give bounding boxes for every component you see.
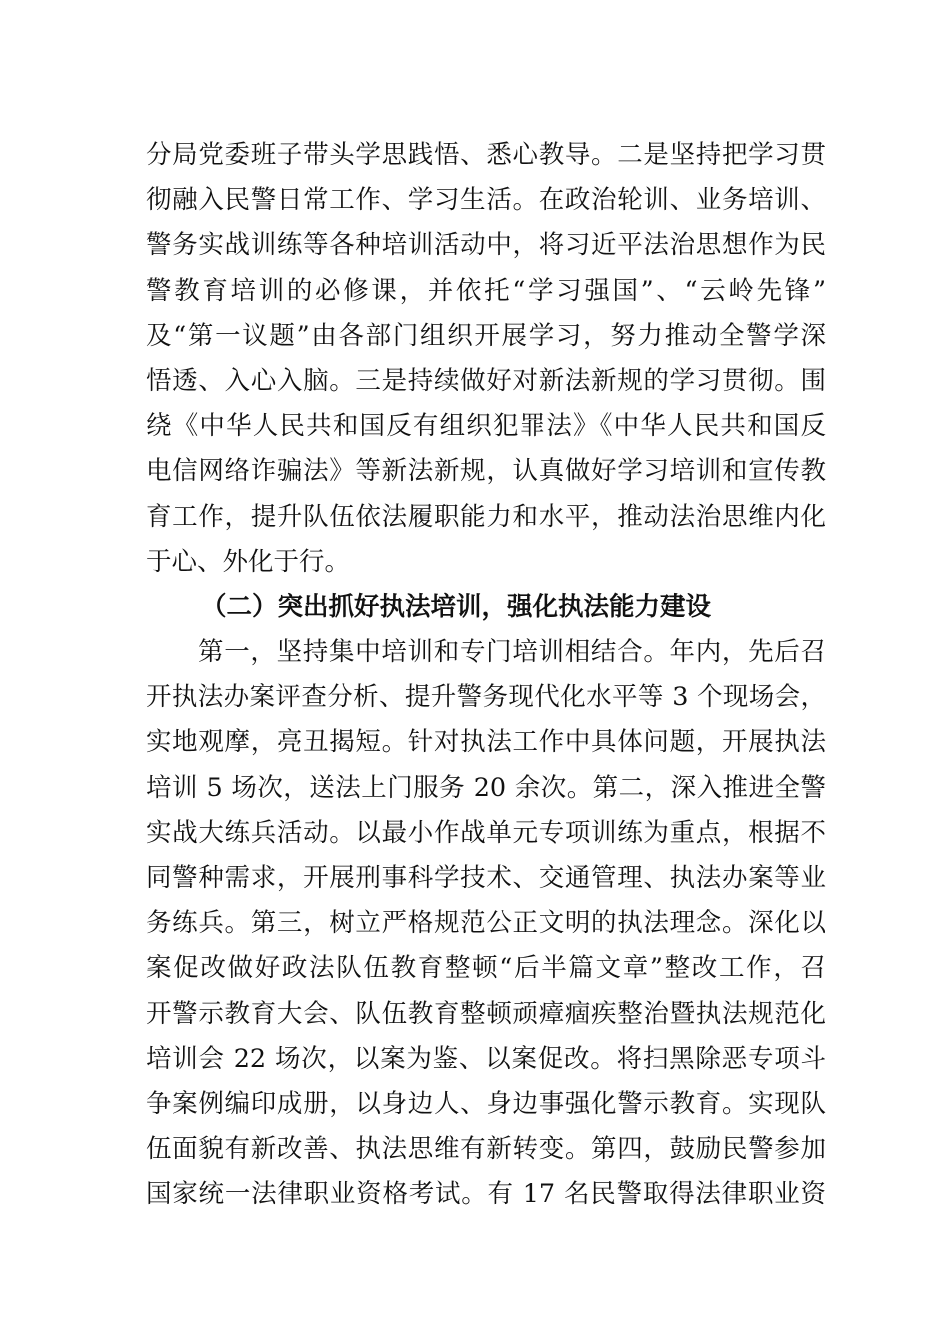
text-line: 务练兵。第三，树立严格规范公正文明的执法理念。深化以 [146, 908, 826, 939]
text-line: 培训 5 场次，送法上门服务 20 余次。第二，深入推进全警 [146, 772, 826, 803]
text-line: 伍面貌有新改善、执法思维有新转变。第四，鼓励民警参加 [146, 1134, 826, 1165]
section-heading: （二）突出抓好执法培训，强化执法能力建设 [201, 591, 712, 622]
text-line: 电信网络诈骗法》等新法新规，认真做好学习培训和宣传教 [146, 456, 826, 487]
text-line: 绕《中华人民共和国反有组织犯罪法》《中华人民共和国反 [146, 411, 826, 442]
text-line: 同警种需求，开展刑事科学技术、交通管理、执法办案等业 [146, 863, 826, 893]
text-line: 及“第一议题”由各部门组织开展学习，努力推动全警学深 [146, 320, 826, 351]
document-body [146, 133, 826, 1218]
text-line: 培训会 22 场次，以案为鉴、以案促改。将扫黑除恶专项斗 [146, 1043, 826, 1074]
text-line: 国家统一法律职业资格考试。有 17 名民警取得法律职业资 [146, 1179, 826, 1210]
text-line: 警务实战训练等各种培训活动中，将习近平法治思想作为民 [146, 230, 826, 261]
text-line: 警教育培训的必修课，并依托“学习强国”、“云岭先锋” [146, 275, 826, 306]
text-line: 开警示教育大会、队伍教育整顿顽瘴痼疾整治暨执法规范化 [146, 998, 826, 1029]
paragraph-study-implementation [146, 133, 826, 585]
text-line: 开执法办案评查分析、提升警务现代化水平等 3 个现场会， [146, 682, 826, 713]
text-line: 案促改做好政法队伍教育整顿“后半篇文章”整改工作，召 [146, 953, 826, 984]
text-line: 于心、外化于行。 [146, 546, 351, 577]
text-line: 悟透、入心入脑。三是持续做好对新法新规的学习贯彻。围 [146, 365, 826, 396]
text-line: 实地观摩，亮丑揭短。针对执法工作中具体问题，开展执法 [146, 727, 826, 758]
text-line: 实战大练兵活动。以最小作战单元专项训练为重点，根据不 [146, 817, 826, 848]
text-line: 彻融入民警日常工作、学习生活。在政治轮训、业务培训、 [146, 185, 826, 216]
text-line: 育工作，提升队伍依法履职能力和水平，推动法治思维内化 [146, 501, 826, 532]
text-line: 分局党委班子带头学思践悟、悉心教导。二是坚持把学习贯 [146, 140, 826, 170]
paragraph-law-enforcement-training [146, 630, 826, 1217]
text-line: 争案例编印成册，以身边人、身边事强化警示教育。实现队 [146, 1088, 826, 1119]
text-line: 第一，坚持集中培训和专门培训相结合。年内，先后召 [198, 637, 826, 668]
